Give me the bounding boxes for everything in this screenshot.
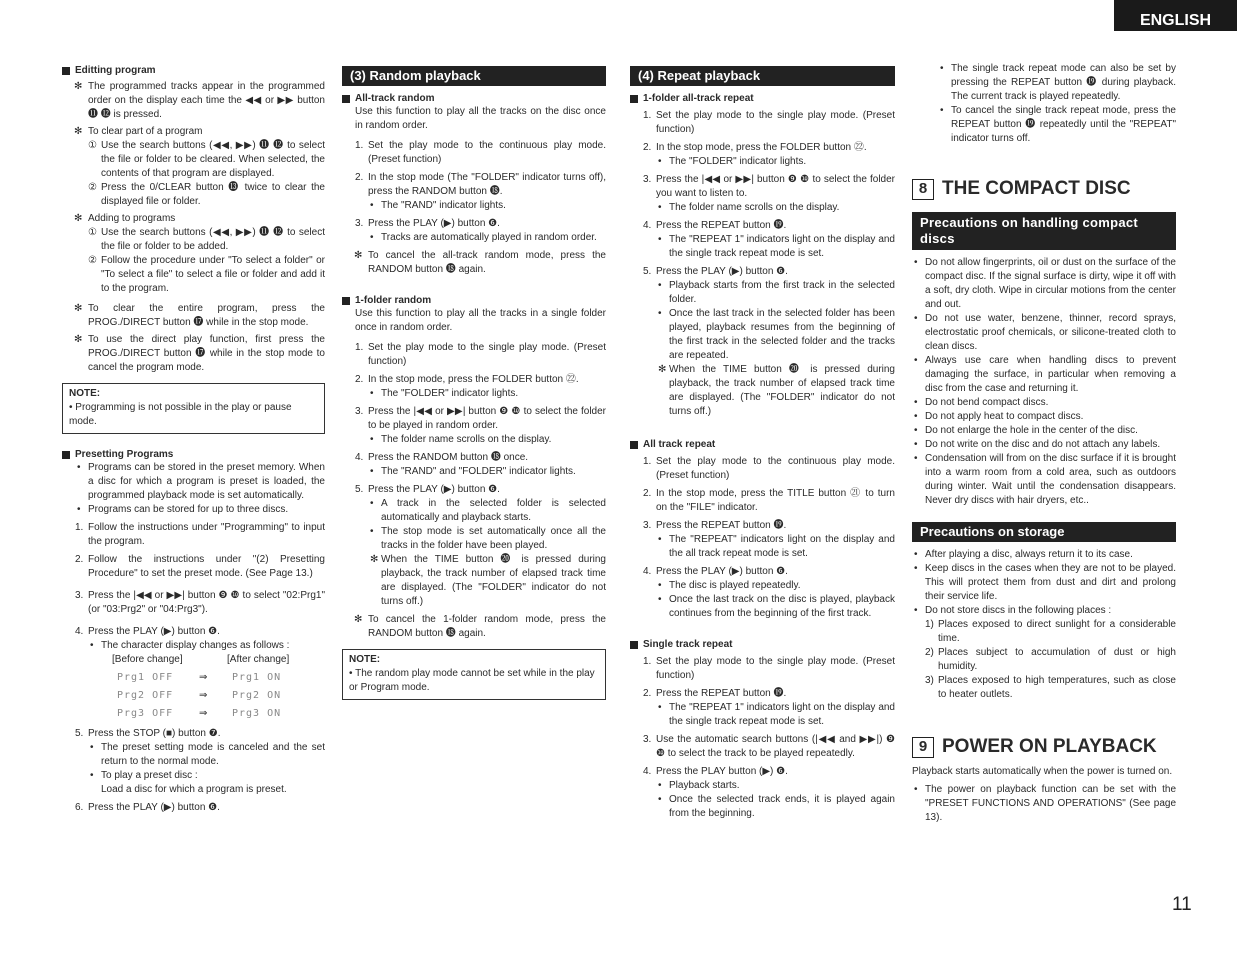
step: 1. Set the play mode to the continuous play mode. (Preset function) bbox=[643, 456, 895, 481]
step: 3. Use the automatic search buttons (|◀◀ and ▶▶|) ❾ ❿ to select the track to be played repeatedly. bbox=[643, 734, 895, 759]
list-item: • Once the last track on the disc is played, playback continues from the beginning of the first track. bbox=[658, 594, 895, 619]
step: 2. In the stop mode (The "FOLDER" indicator turns off), press the RANDOM button ⓲. bbox=[355, 172, 606, 197]
list-item: • Do not enlarge the hole in the center of the disc. bbox=[914, 425, 1138, 436]
step: 1. Set the play mode to the single play mode. (Preset function) bbox=[643, 110, 895, 135]
list-item: • The "FOLDER" indicator lights. bbox=[658, 156, 807, 167]
ast-note: ✻ When the TIME button ⓴ is pressed during playback, the track number of elapsed track time are displayed. (The "FOLDER" indicator do not turns off.) bbox=[370, 554, 606, 607]
ast-note: ✻ Adding to programs ① Use the search buttons (◀◀, ▶▶) ⓫ ⓬ to select the file or folder to be added. ② Follow the procedure under "To select a folder" or "To select a file" to select a file or folder and add it to the program. bbox=[74, 213, 325, 294]
presetting-heading: Presetting Programs bbox=[62, 448, 325, 461]
list-item: • The power on playback function can be set with the "PRESET FUNCTIONS AND OPERATIONS" (See page 13). bbox=[914, 784, 1176, 823]
list-item: • Programs can be stored for up to three discs. bbox=[77, 504, 289, 515]
step: 2. In the stop mode, press the FOLDER button ㉒. bbox=[643, 142, 867, 153]
language-tab bbox=[1114, 0, 1237, 31]
step: 1. Set the play mode to the single play mode. (Preset function) bbox=[643, 656, 895, 681]
column-4: • The single track repeat mode can also be set by pressing the REPEAT button ⓳ during playback. The current track is played repeatedly. • To cancel the single track repeat mode, press the REPEAT button ⓳ repeatedly until the "REPEAT" indicator turns off. 8 THE COMPACT DISC Precautions on handling compact discs • Do not allow fingerprints, oil or dust on the surface of the compact disc. If the signal surface is dirty, wipe it off with a soft, dry cloth. Wipe in circular motions from the center and out. • Do not use water, benzene, thinner, record sprays, electrostatic proof chemicals, or silicone-treated cloth to clean discs. • Always use care when handling discs to prevent damaging the surface, in particular when removing a disc from the case and returning it. • Do not bend compact discs. • Do not apply heat to compact discs. • Do not enlarge the hole in the center of the disc. • Do not write on the disc and do not attach any labels. • Condensation will from on the disc surface if it is brought into a warm room from a cold area, such as outdoors during winter. Wait until the condensation disappears. Never dry discs with hair dryers, etc.. Precautions on storage • After playing a disc, always return it to its case. • Keep discs in the cases when they are not to be played. This will protect them from dust and dirt and prolong their service life. • Do not store discs in the following places : 1) Places exposed to direct sunlight for a considerable time. 2) Places subject to accumulation of dust or high humidity. 3) Places exposed to high temperatures, such as close to heater outlets. 9 POWER ON PLAYBACK Playback starts automatically when the power is turned on. • The power on playback function can be set with the "PRESET FUNCTIONS AND OPERATIONS" (See page 13). bbox=[912, 63, 1176, 823]
list-item: • Do not apply heat to compact discs. bbox=[914, 411, 1084, 422]
list-item: • The "RAND" and "FOLDER" indicator lights. bbox=[370, 466, 576, 477]
column-1: Editting program ✻ The programmed tracks appear in the programmed order on the display each time the ◀◀ or ▶▶ button ⓫ ⓬ is pressed. ✻ To clear part of a program ① Use the search buttons (◀◀, ▶▶) ⓫ ⓬ to select the file or folder to be cleared. When selected, the contents of that program are displayed. ② Press the 0/CLEAR button ⓭ twice to clear the displayed file or folder. ✻ Adding to programs ① Use the search buttons (◀◀, ▶▶) ⓫ ⓬ to select the file or folder to be added. ② Follow the procedure under "To select a folder" or "To select a file" to select a file or folder and add it to the program. ✻ To clear the entire program, press the PROG./DIRECT button ⓱ while in the stop mode. ✻ To use the direct play function, first press the PROG./DIRECT button ⓱ while in the stop mode to cancel the program mode. NOTE: • Programming is not possible in the play or pause mode. Presetting Programs • Programs can be stored in the preset memory. When a disc for which a program is preset is loaded, the programmed playback mode is set automatically. • Programs can be stored for up to three discs. 1. Follow the instructions under "Programming" to input the program. 2. Follow the instructions under "(2) Presetting Procedure" to set the preset mode. (See Page 13.) 3. Press the |◀◀ or ▶▶| button ❾ ❿ to select "02:Prg1" (or "03:Prg2" or "04:Prg3"). 4. Press the PLAY (▶) button ❻. • The character display changes as follows : [Before change] [After change] Prg1 OFF ⇒ Prg1 ON Prg2 OFF ⇒ Prg2 ON Prg3 OFF ⇒ Prg3 ON 5. Press the STOP (■) button ❼. • The preset setting mode is canceled and the set return to the normal mode. • To play a preset disc : Load a disc for which a program is preset. 6. Press the PLAY (▶) button ❻. bbox=[62, 64, 325, 815]
step: 2. Press the REPEAT button ⓳. bbox=[643, 688, 787, 699]
list-item: • After playing a disc, always return it to its case. bbox=[914, 549, 1133, 560]
step: 3. Press the |◀◀ or ▶▶| button ❾ ❿ to select the folder you want to listen to. bbox=[643, 174, 895, 199]
list-item: • The "REPEAT 1" indicators light on the display and the single track repeat mode is set. bbox=[658, 234, 895, 259]
step: 4. Press the REPEAT button ⓳. bbox=[643, 220, 787, 231]
step: 3. Press the |◀◀ or ▶▶| button ❾ ❿ to select the folder to be played in random order. bbox=[355, 406, 606, 431]
list-item: • Once the selected track ends, it is played again from the beginning. bbox=[658, 794, 895, 819]
all-repeat-heading: All track repeat bbox=[630, 438, 895, 451]
page-number: 11 bbox=[1172, 894, 1192, 915]
list-item: • Do not write on the disc and do not attach any labels. bbox=[914, 439, 1161, 450]
list-item: • The folder name scrolls on the display. bbox=[370, 434, 552, 445]
step: 6. Press the PLAY (▶) button ❻. bbox=[75, 802, 220, 813]
ast-note: ✻ When the TIME button ⓴ is pressed during playback, the track number of elapsed track time are displayed. (The "FOLDER" indicator do not turns off.) bbox=[658, 364, 895, 417]
step: 3. Press the PLAY (▶) button ❻. bbox=[355, 218, 500, 229]
section-bar: (3) Random playback bbox=[342, 66, 606, 86]
step: 5. Press the PLAY (▶) button ❻. bbox=[355, 484, 500, 495]
step: 4. Press the PLAY (▶) button ❻. bbox=[643, 566, 788, 577]
handling-bar: Precautions on handling compact discs bbox=[912, 212, 1176, 250]
ast-note: ✻ To cancel the 1-folder random mode, press the RANDOM button ⓲ again. bbox=[354, 614, 606, 639]
single-repeat-heading: Single track repeat bbox=[630, 638, 895, 651]
list-item: • The disc is played repeatedly. bbox=[658, 580, 801, 591]
step: 1. Follow the instructions under "Programming" to input the program. bbox=[75, 522, 325, 547]
section-title-power-on: 9 POWER ON PLAYBACK bbox=[912, 736, 1176, 758]
step: 1. Set the play mode to the continuous play mode. (Preset function) bbox=[355, 140, 606, 165]
step: 3. Press the |◀◀ or ▶▶| button ❾ ❿ to select "02:Prg1" (or "03:Prg2" or "04:Prg3"). bbox=[75, 590, 325, 615]
folder-repeat-heading: 1-folder all-track repeat bbox=[630, 92, 895, 105]
list-item: • Condensation will from on the disc surface if it is brought into a warm room from a cold area, such as outdoors during winter. Wait until the condensation disappears. Never dry discs with hair dryers, etc.. bbox=[914, 453, 1176, 506]
list-item: • Playback starts. bbox=[658, 780, 740, 791]
list-item: • Do not allow fingerprints, oil or dust on the surface of the compact disc. If the signal surface is dirty, wipe it off with a soft, dry cloth. Wipe in circular motions from the center and out. bbox=[914, 257, 1176, 310]
list-item: • Playback starts from the first track in the selected folder. bbox=[658, 280, 895, 305]
list-item: • Keep discs in the cases when they are not to be played. This will protect them from dust and dirt and prolong their service life. bbox=[914, 563, 1176, 602]
step: 4. Press the RANDOM button ⓲ once. bbox=[355, 452, 529, 463]
editing-heading: Editting program bbox=[62, 64, 325, 77]
list-item: 3) Places exposed to high temperatures, such as close to heater outlets. bbox=[925, 675, 1176, 700]
list-item: • The "RAND" indicator lights. bbox=[370, 200, 506, 211]
list-item: • The "REPEAT" indicators light on the display and the all track repeat mode is set. bbox=[658, 534, 895, 559]
column-2: (3) Random playback All-track random Use this function to play all the tracks on the disc once in random order. 1. Set the play mode to the continuous play mode. (Preset function) 2. In the stop mode (The "FOLDER" indicator turns off), press the RANDOM button ⓲. • The "RAND" indicator lights. 3. Press the PLAY (▶) button ❻. • Tracks are automatically played in random order. ✻ To cancel the all-track random mode, press the RANDOM button ⓲ again. 1-folder random Use this function to play all the tracks in a single folder once in random order. 1. Set the play mode to the single play mode. (Preset function) 2. In the stop mode, press the FOLDER button ㉒. • The "FOLDER" indicator lights. 3. Press the |◀◀ or ▶▶| button ❾ ❿ to select the folder to be played in random order. • The folder name scrolls on the display. 4. Press the RANDOM button ⓲ once. • The "RAND" and "FOLDER" indicator lights. 5. Press the PLAY (▶) button ❻. • A track in the selected folder is selected automatically and playback starts. • The stop mode is set automatically once all the tracks in the folder have been played. ✻ When the TIME button ⓴ is pressed during playback, the track number of elapsed track time are displayed. (The "FOLDER" indicator do not turns off.) ✻ To cancel the 1-folder random mode, press the RANDOM button ⓲ again. NOTE: • The random play mode cannot be set while in the play or Program mode. bbox=[342, 66, 606, 700]
list-item: • A track in the selected folder is selected automatically and playback starts. bbox=[370, 498, 606, 523]
list-item: • To play a preset disc : bbox=[90, 770, 198, 781]
step: 5. Press the PLAY (▶) button ❻. bbox=[643, 266, 788, 277]
list-item: • The folder name scrolls on the display. bbox=[658, 202, 840, 213]
prg-labels: [Before change] [After change] bbox=[112, 654, 290, 665]
step: 1. Set the play mode to the single play mode. (Preset function) bbox=[355, 342, 606, 367]
list-item: • Do not bend compact discs. bbox=[914, 397, 1049, 408]
list-item: • Once the last track in the selected folder has been played, playback resumes from the beginning of the first track in the selected folder and the tracks are repeated. bbox=[658, 308, 895, 361]
language-label: ENGLISH bbox=[1139, 12, 1212, 29]
list-item: • Do not use water, benzene, thinner, record sprays, electrostatic proof chemicals, or silicone-treated cloth to clean discs. bbox=[914, 313, 1176, 352]
step: 2. Follow the instructions under "(2) Presetting Procedure" to set the preset mode. (See Page 13.) bbox=[75, 554, 325, 579]
folder-random-heading: 1-folder random bbox=[342, 294, 606, 307]
list-item: • To cancel the single track repeat mode, press the REPEAT button ⓳ repeatedly until the "REPEAT" indicator turns off. bbox=[940, 105, 1176, 144]
list-item: • Tracks are automatically played in random order. bbox=[370, 232, 597, 243]
list-item: • Programs can be stored in the preset memory. When a disc for which a program is preset is loaded, the programmed playback mode is set automatically. bbox=[77, 462, 325, 501]
list-item: • The preset setting mode is canceled and the set return to the normal mode. bbox=[90, 742, 325, 767]
list-item: • The stop mode is set automatically once all the tracks in the folder have been played. bbox=[370, 526, 606, 551]
list-item: • The "FOLDER" indicator lights. bbox=[370, 388, 519, 399]
step: 4. Press the PLAY button (▶) ❻. bbox=[643, 766, 788, 777]
list-item: 1) Places exposed to direct sunlight for a considerable time. bbox=[925, 619, 1176, 644]
ast-note: ✻ To use the direct play function, first press the PROG./DIRECT button ⓱ while in the stop mode to cancel the program mode. bbox=[74, 334, 325, 373]
ast-note: ✻ To clear part of a program ① Use the search buttons (◀◀, ▶▶) ⓫ ⓬ to select the file or folder to be cleared. When selected, the contents of that program are displayed. ② Press the 0/CLEAR button ⓭ twice to clear the displayed file or folder. bbox=[74, 126, 325, 207]
list-item: • Do not store discs in the following places : bbox=[914, 605, 1112, 616]
ast-note: ✻ To cancel the all-track random mode, press the RANDOM button ⓲ again. bbox=[354, 250, 606, 275]
note-box: NOTE: • The random play mode cannot be set while in the play or Program mode. bbox=[342, 649, 606, 700]
all-random-heading: All-track random bbox=[342, 92, 606, 105]
step: 2. In the stop mode, press the FOLDER button ㉒. bbox=[355, 374, 579, 385]
storage-bar: Precautions on storage bbox=[912, 522, 1176, 542]
list-item: • The single track repeat mode can also be set by pressing the REPEAT button ⓳ during playback. The current track is played repeatedly. bbox=[940, 63, 1176, 102]
prg-table: Prg1 OFF ⇒ Prg1 ON Prg2 OFF ⇒ Prg2 ON Prg3 OFF ⇒ Prg3 ON bbox=[117, 672, 282, 719]
section-title-compact-disc: 8 THE COMPACT DISC bbox=[912, 178, 1176, 200]
step: 3. Press the REPEAT button ⓳. bbox=[643, 520, 787, 531]
step: 5. Press the STOP (■) button ❼. bbox=[75, 728, 221, 739]
list-item: • Always use care when handling discs to prevent damaging the surface, in particular when removing a disc from the case and returning it. bbox=[914, 355, 1176, 394]
column-3 bbox=[630, 66, 895, 821]
ast-note: ✻ To clear the entire program, press the PROG./DIRECT button ⓱ while in the stop mode. bbox=[74, 303, 325, 328]
list-item: • The "REPEAT 1" indicators light on the display and the single track repeat mode is set. bbox=[658, 702, 895, 727]
note-box: NOTE: • Programming is not possible in the play or pause mode. bbox=[62, 383, 325, 434]
step: 2. In the stop mode, press the TITLE button ㉑ to turn on the "FILE" indicator. bbox=[643, 488, 895, 513]
section-bar: (4) Repeat playback bbox=[630, 66, 895, 86]
step: 4. Press the PLAY (▶) button ❻. bbox=[75, 626, 220, 637]
list-item: • The character display changes as follows : bbox=[90, 640, 290, 651]
list-item: 2) Places subject to accumulation of dust or high humidity. bbox=[925, 647, 1176, 672]
ast-note: ✻ The programmed tracks appear in the programmed order on the display each time the ◀◀ or ▶▶ button ⓫ ⓬ is pressed. bbox=[74, 81, 325, 120]
